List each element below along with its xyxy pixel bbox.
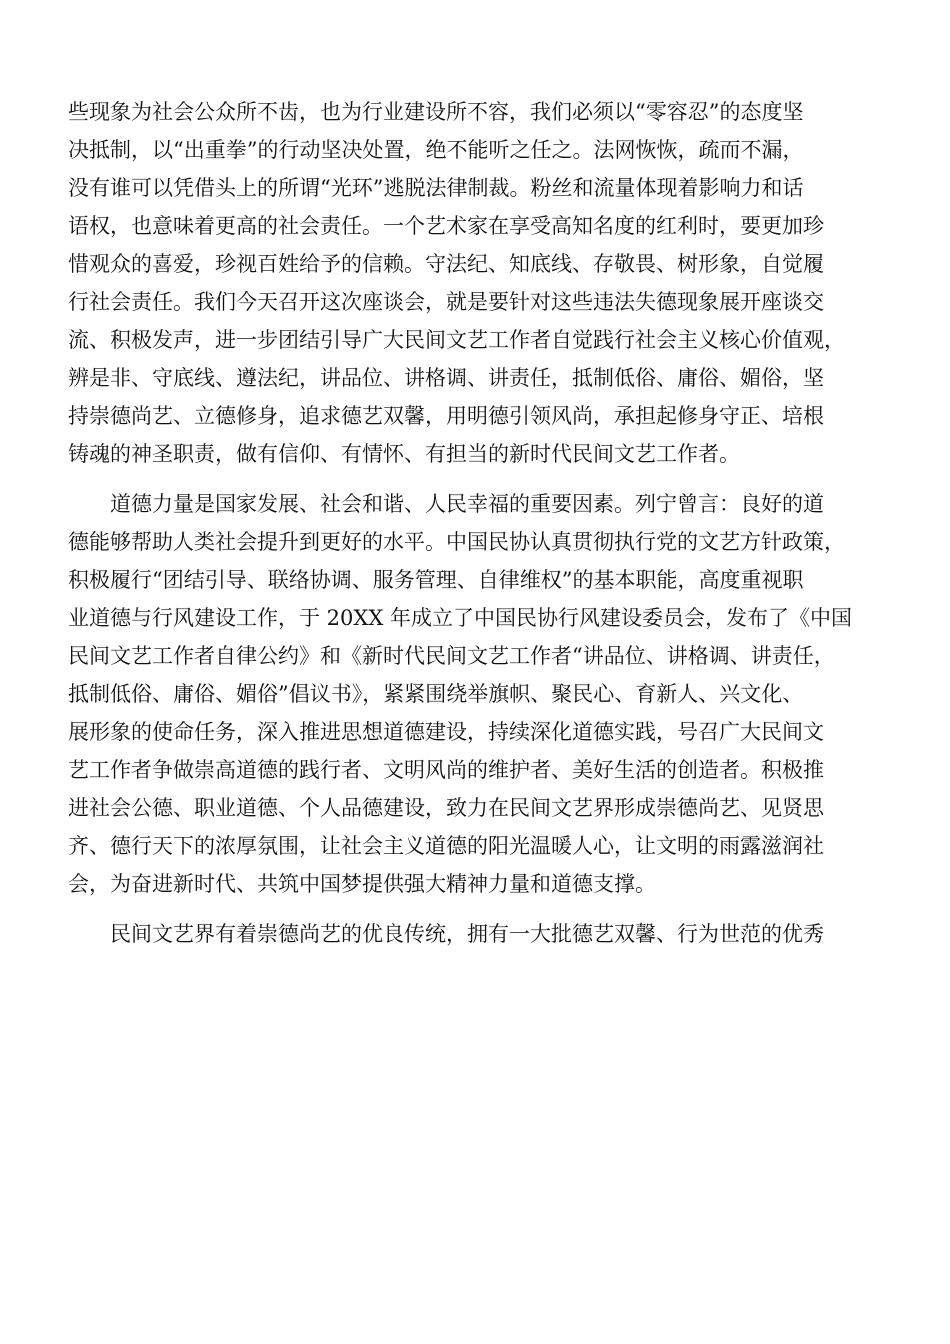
text-line: 民间文艺界有着崇德尚艺的优良传统，拥有一大批德艺双馨、行为世范的优秀	[68, 922, 824, 946]
paragraph-1	[68, 93, 880, 473]
text-line: 语权，也意味着更高的社会责任。一个艺术家在享受高知名度的红利时，要更加珍	[68, 214, 824, 238]
text-line: 道德力量是国家发展、社会和谐、人民幸福的重要因素。列宁曾言：良好的道	[68, 492, 824, 516]
text-line: 决抵制，以“出重拳”的行动坚决处置，绝不能听之任之。法网恢恢，疏而不漏，	[68, 138, 804, 162]
text-line: 些现象为社会公众所不齿，也为行业建设所不容，我们必须以“零容忍”的态度坚	[68, 100, 804, 124]
paragraph-3	[68, 915, 880, 953]
text-line: 德能够帮助人类社会提升到更好的水平。中国民协认真贯彻执行党的文艺方针政策，	[68, 530, 845, 554]
text-line: 进社会公德、职业道德、个人品德建设，致力在民间文艺界形成崇德尚艺、见贤思	[68, 796, 824, 820]
text-line: 持崇德尚艺、立德修身，追求德艺双馨，用明德引领风尚，承担起修身守正、培根	[68, 404, 824, 428]
text-line: 民间文艺工作者自律公约》和《新时代民间文艺工作者“讲品位、讲格调、讲责任，	[68, 644, 835, 668]
paragraph-spacer	[68, 473, 880, 485]
text-line: 艺工作者争做崇高道德的践行者、文明风尚的维护者、美好生活的创造者。积极推	[68, 758, 824, 782]
text-line: 行社会责任。我们今天召开这次座谈会，就是要针对这些违法失德现象展开座谈交	[68, 290, 824, 314]
text-line: 业道德与行风建设工作，于 20XX 年成立了中国民协行风建设委员会，发布了《中国	[68, 606, 852, 630]
text-line: 展形象的使命任务，深入推进思想道德建设，持续深化道德实践，号召广大民间文	[68, 720, 824, 744]
document-body	[68, 93, 880, 953]
text-line: 抵制低俗、庸俗、媚俗”倡议书》，紧紧围绕举旗帜、聚民心、育新人、兴文化、	[68, 682, 804, 706]
text-line: 没有谁可以凭借头上的所谓“光环”逃脱法律制裁。粉丝和流量体现着影响力和话	[68, 176, 804, 200]
text-line: 流、积极发声，进一步团结引导广大民间文艺工作者自觉践行社会主义核心价值观，	[68, 328, 845, 352]
text-line: 铸魂的神圣职责，做有信仰、有情怀、有担当的新时代民间文艺工作者。	[68, 442, 740, 466]
text-line: 会，为奋进新时代、共筑中国梦提供强大精神力量和道德支撑。	[68, 872, 656, 896]
text-line: 齐、德行天下的浓厚氛围，让社会主义道德的阳光温暖人心，让文明的雨露滋润社	[68, 834, 824, 858]
text-line: 惜观众的喜爱，珍视百姓给予的信赖。守法纪、知底线、存敬畏、树形象，自觉履	[68, 252, 824, 276]
text-line: 积极履行“团结引导、联络协调、服务管理、自律维权”的基本职能，高度重视职	[68, 568, 804, 592]
text-line: 辨是非、守底线、遵法纪，讲品位、讲格调、讲责任，抵制低俗、庸俗、媚俗，坚	[68, 366, 824, 390]
paragraph-2	[68, 485, 880, 903]
paragraph-spacer	[68, 903, 880, 915]
